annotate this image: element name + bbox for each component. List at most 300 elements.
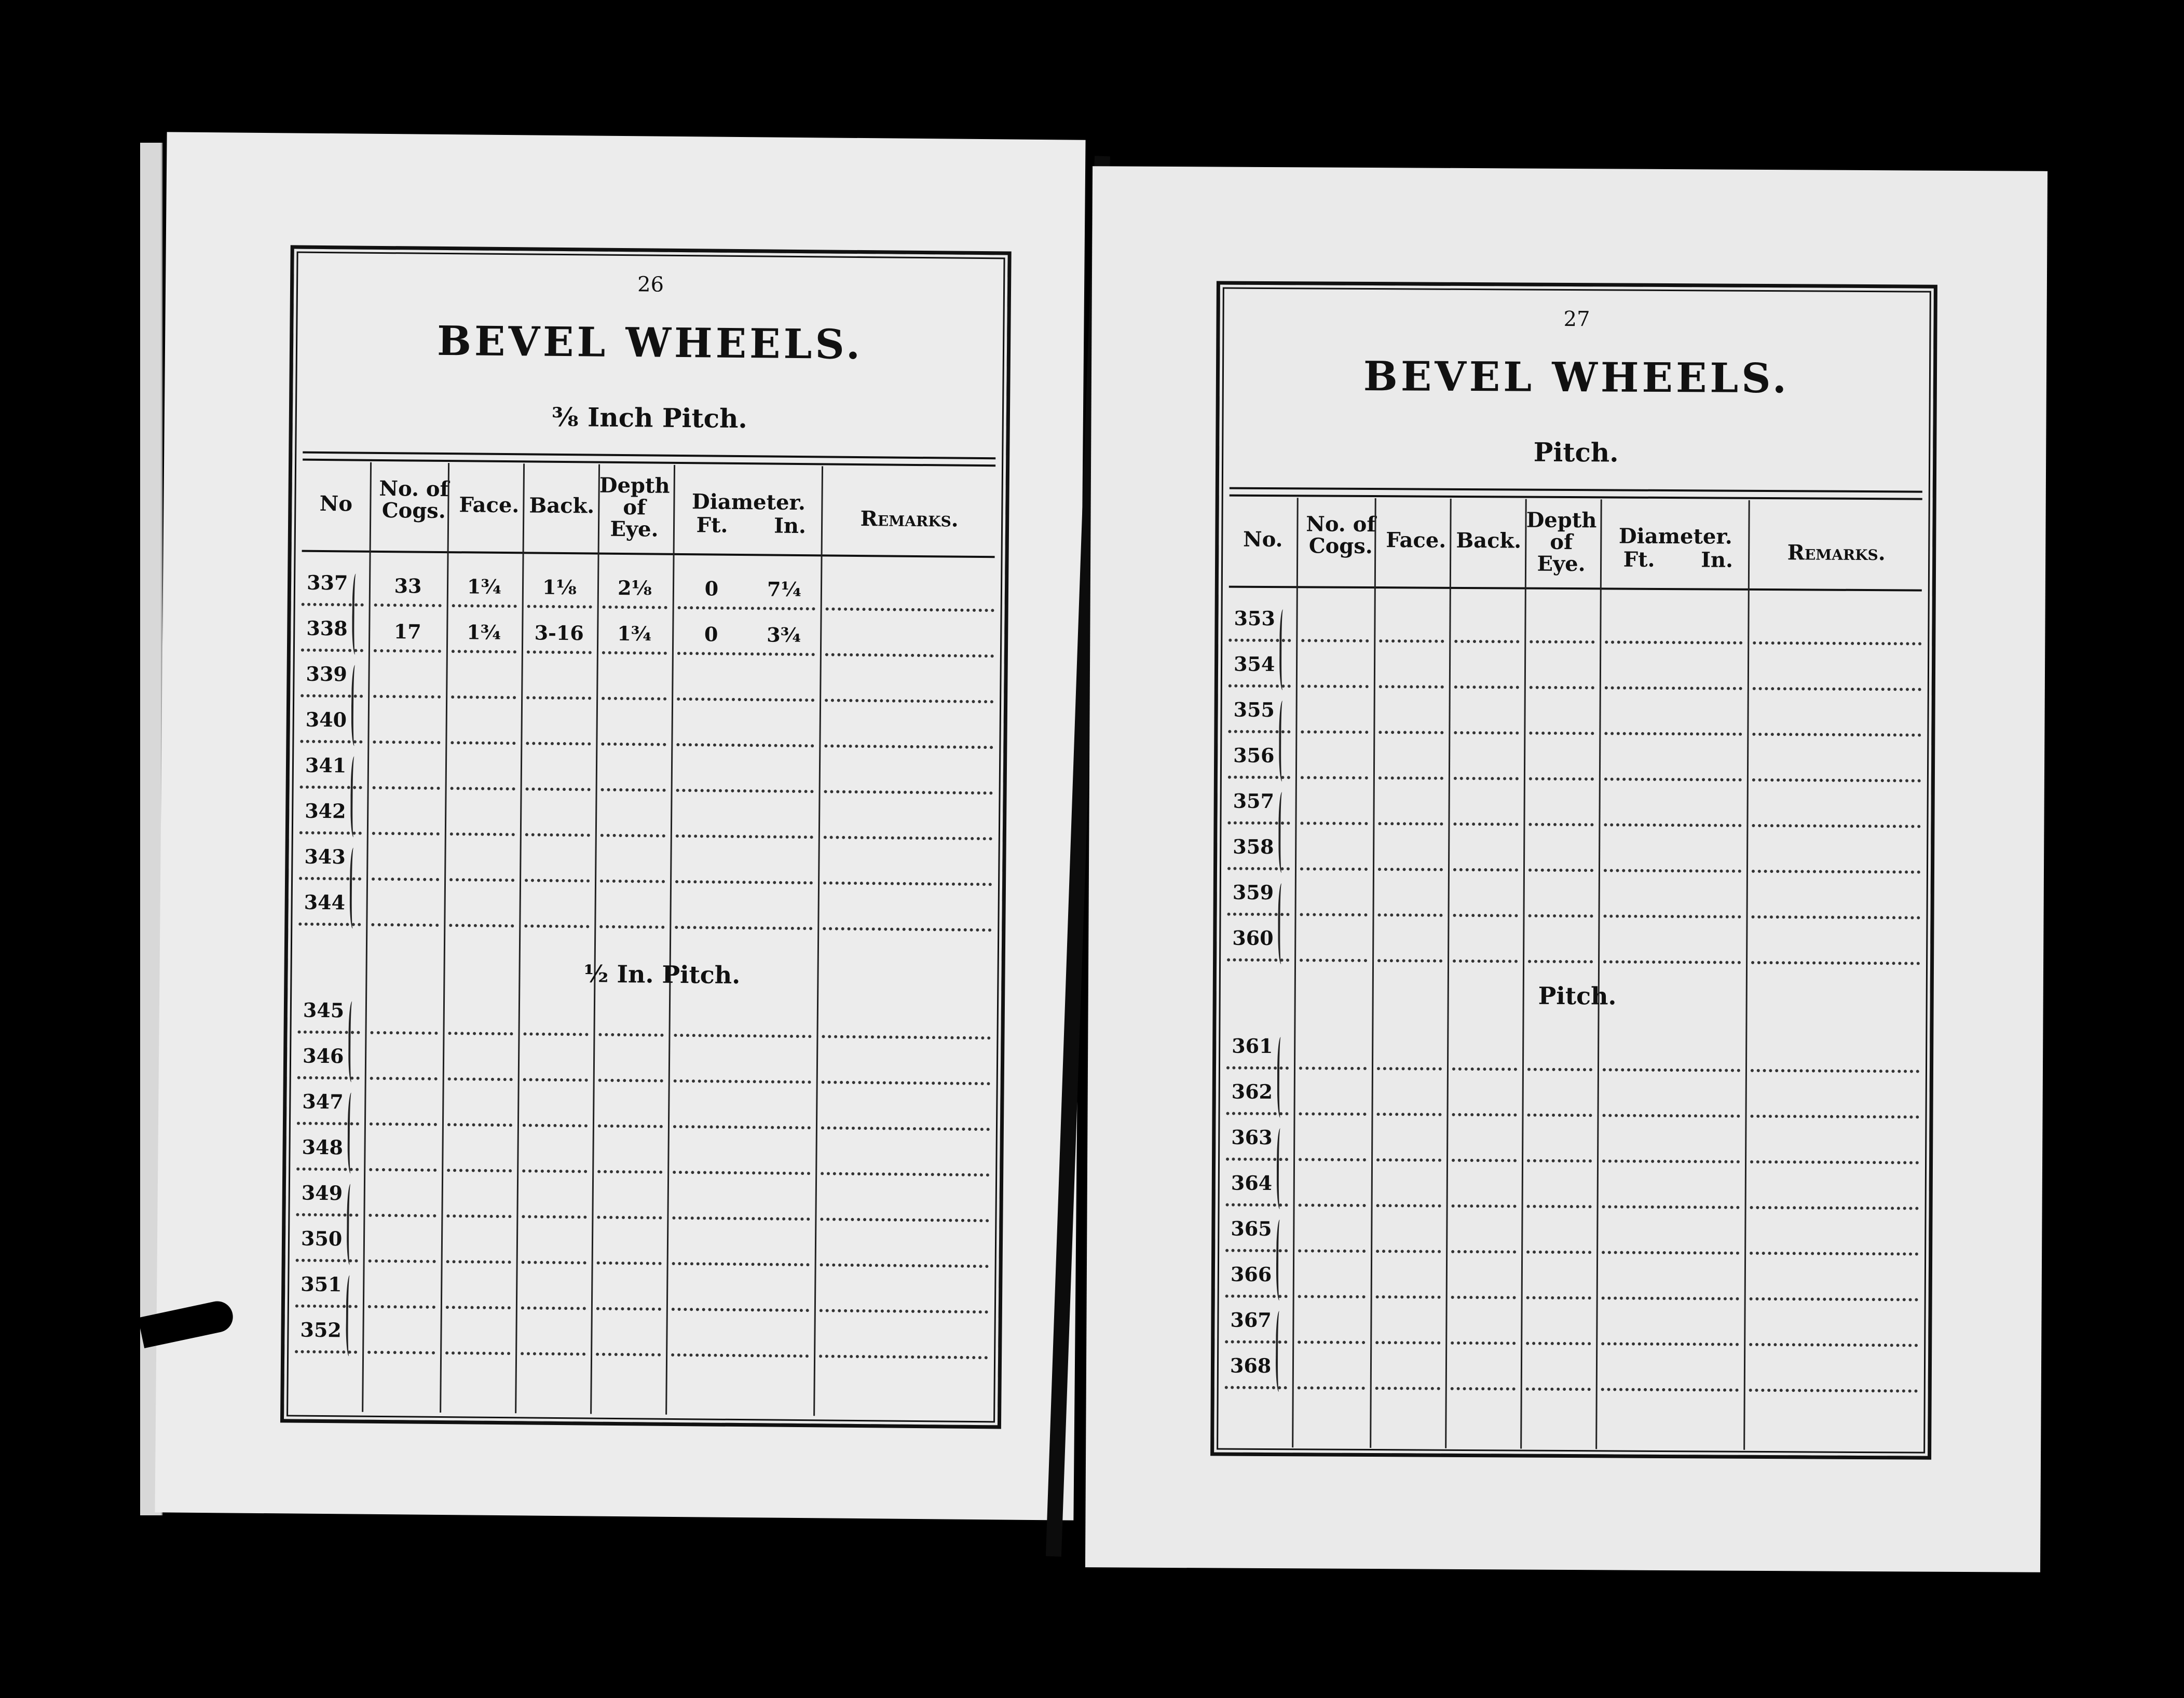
cell-depth: 2⅛ bbox=[617, 576, 652, 600]
dotted-leader bbox=[372, 878, 439, 881]
dotted-leader bbox=[369, 1168, 436, 1172]
row-number: 358 bbox=[1233, 834, 1274, 859]
dotted-leader bbox=[1301, 684, 1369, 688]
row-number: 355 bbox=[1233, 697, 1275, 722]
col-header-no: No bbox=[319, 491, 353, 516]
dotted-leader bbox=[677, 652, 815, 656]
dotted-leader bbox=[601, 788, 666, 792]
dotted-leader bbox=[301, 649, 363, 652]
dotted-leader bbox=[296, 1168, 359, 1171]
dotted-leader bbox=[1603, 1114, 1740, 1117]
col-divider bbox=[1292, 498, 1299, 1447]
col-header-remarks: Remarks. bbox=[860, 506, 959, 532]
dotted-leader bbox=[1376, 1250, 1441, 1253]
dotted-leader bbox=[1300, 913, 1368, 916]
row-number: 340 bbox=[305, 707, 347, 732]
dotted-leader bbox=[1377, 1067, 1442, 1071]
row-number: 349 bbox=[301, 1181, 343, 1205]
dotted-leader bbox=[1526, 1342, 1591, 1346]
row-number: 339 bbox=[306, 662, 348, 686]
dotted-leader bbox=[521, 1306, 586, 1310]
dotted-leader bbox=[1751, 961, 1920, 965]
dotted-leader bbox=[823, 927, 991, 932]
dotted-leader bbox=[448, 1032, 513, 1035]
col-divider bbox=[1743, 500, 1750, 1450]
dotted-leader bbox=[1451, 1341, 1516, 1345]
dotted-leader bbox=[1752, 915, 1920, 920]
dotted-leader bbox=[523, 1032, 588, 1036]
row-number: 350 bbox=[301, 1226, 343, 1251]
dotted-leader bbox=[1604, 777, 1742, 781]
col-header-in: In. bbox=[773, 513, 807, 539]
dotted-leader bbox=[600, 880, 665, 883]
row-number: 362 bbox=[1231, 1079, 1273, 1104]
page-title: BEVEL WHEELS. bbox=[1363, 352, 1790, 403]
dotted-leader bbox=[1454, 640, 1519, 643]
cell-back: 1⅛ bbox=[542, 575, 577, 599]
dotted-leader bbox=[300, 740, 362, 744]
row-pair-brace bbox=[352, 573, 361, 654]
dotted-leader bbox=[1454, 777, 1519, 780]
dotted-leader bbox=[822, 1080, 990, 1085]
row-pair-brace bbox=[1278, 883, 1287, 964]
dotted-leader bbox=[676, 834, 813, 839]
dotted-leader bbox=[1298, 1295, 1366, 1298]
mid-pitch-heading: ½ In. Pitch. bbox=[583, 960, 741, 990]
row-number: 356 bbox=[1233, 743, 1275, 768]
header-rule-top bbox=[1230, 487, 1922, 493]
dotted-leader bbox=[1451, 1296, 1516, 1299]
dotted-leader bbox=[825, 653, 994, 658]
dotted-leader bbox=[1375, 1387, 1440, 1390]
dotted-leader bbox=[1225, 1340, 1287, 1344]
dotted-leader bbox=[820, 1309, 988, 1313]
col-header-cogs: No. of Cogs. bbox=[379, 476, 449, 524]
cell-back: 3-16 bbox=[534, 621, 584, 645]
dotted-leader bbox=[299, 831, 362, 835]
dotted-leader bbox=[1528, 914, 1593, 918]
dotted-leader bbox=[1604, 732, 1742, 735]
cell-ft: 0 bbox=[704, 577, 719, 600]
col-header-remarks: Remarks. bbox=[1787, 540, 1886, 566]
dotted-leader bbox=[1299, 1158, 1366, 1161]
col-header-diameter: Diameter. bbox=[1618, 524, 1732, 549]
dotted-leader bbox=[526, 696, 591, 700]
dotted-leader bbox=[447, 1169, 512, 1172]
dotted-leader bbox=[1527, 1205, 1592, 1209]
col-header-no: No. bbox=[1243, 527, 1283, 552]
dotted-leader bbox=[300, 786, 362, 789]
dotted-leader bbox=[1377, 959, 1442, 963]
dotted-leader bbox=[820, 1217, 989, 1222]
dotted-leader bbox=[672, 1216, 810, 1221]
dotted-leader bbox=[1378, 776, 1443, 780]
dotted-leader bbox=[1750, 1115, 1919, 1119]
cell-depth: 1¾ bbox=[617, 621, 652, 646]
row-pair-brace bbox=[1279, 701, 1288, 782]
row-number: 353 bbox=[1234, 606, 1275, 631]
dotted-leader bbox=[296, 1259, 358, 1263]
dotted-leader bbox=[1602, 1159, 1740, 1163]
row-number: 357 bbox=[1233, 789, 1275, 813]
row-number: 338 bbox=[306, 616, 348, 640]
dotted-leader bbox=[1300, 867, 1368, 871]
dotted-leader bbox=[372, 832, 440, 836]
dotted-leader bbox=[450, 832, 515, 836]
row-number: 343 bbox=[304, 844, 346, 869]
header-rule-top bbox=[303, 451, 995, 460]
dotted-leader bbox=[823, 881, 992, 886]
dotted-leader bbox=[675, 926, 812, 930]
dotted-leader bbox=[1379, 639, 1444, 643]
dotted-leader bbox=[674, 1079, 811, 1084]
col-divider bbox=[1370, 498, 1376, 1448]
dotted-leader bbox=[1528, 823, 1593, 827]
dotted-leader bbox=[1526, 1251, 1591, 1254]
dotted-leader bbox=[368, 1214, 436, 1217]
dotted-leader bbox=[1601, 1342, 1739, 1346]
dotted-leader bbox=[297, 1076, 360, 1080]
dotted-leader bbox=[1752, 870, 1920, 874]
dotted-leader bbox=[1301, 730, 1368, 734]
dotted-leader bbox=[374, 649, 441, 653]
dotted-leader bbox=[449, 924, 514, 927]
dotted-leader bbox=[1226, 1203, 1288, 1207]
dotted-leader bbox=[295, 1350, 357, 1354]
dotted-leader bbox=[1454, 731, 1519, 735]
col-divider bbox=[1520, 499, 1527, 1449]
header-rule-top-2 bbox=[1230, 495, 1922, 500]
dotted-leader bbox=[297, 1122, 359, 1126]
col-header-back: Back. bbox=[1456, 528, 1522, 553]
dotted-leader bbox=[1601, 1388, 1739, 1391]
cell-face: 1¾ bbox=[467, 620, 501, 644]
dotted-leader bbox=[526, 787, 591, 791]
row-pair-brace bbox=[347, 1184, 356, 1265]
dotted-leader bbox=[824, 836, 992, 840]
dotted-leader bbox=[374, 604, 442, 607]
dotted-leader bbox=[1376, 1158, 1441, 1162]
header-rule-bottom bbox=[1229, 586, 1922, 592]
dotted-leader bbox=[1603, 960, 1741, 964]
dotted-leader bbox=[596, 1307, 661, 1311]
dotted-leader bbox=[1453, 823, 1518, 826]
dotted-leader bbox=[296, 1213, 358, 1217]
col-header-depth: Depth of Eye. bbox=[599, 473, 670, 542]
header-rule-bottom bbox=[302, 550, 995, 558]
dotted-leader bbox=[1227, 913, 1290, 916]
dotted-leader bbox=[298, 923, 361, 926]
col-header-face: Face. bbox=[459, 492, 520, 518]
dotted-leader bbox=[1750, 1160, 1919, 1165]
dotted-leader bbox=[522, 1261, 586, 1264]
dotted-leader bbox=[1375, 1341, 1440, 1345]
dotted-leader bbox=[677, 697, 814, 702]
dotted-leader bbox=[602, 697, 666, 701]
col-header-cogs: No. of Cogs. bbox=[1306, 512, 1376, 559]
header-rule-top-2 bbox=[303, 459, 995, 467]
dotted-leader bbox=[673, 1125, 811, 1129]
dotted-leader bbox=[367, 1351, 435, 1354]
dotted-leader bbox=[824, 790, 993, 795]
dotted-leader bbox=[1750, 1297, 1918, 1302]
dotted-leader bbox=[526, 742, 591, 745]
dotted-leader bbox=[302, 603, 364, 607]
dotted-leader bbox=[1300, 958, 1367, 962]
dotted-leader bbox=[527, 650, 592, 654]
dotted-leader bbox=[295, 1305, 358, 1308]
dotted-leader bbox=[1452, 1204, 1517, 1208]
dotted-leader bbox=[1301, 776, 1368, 779]
dotted-leader bbox=[672, 1262, 810, 1266]
dotted-leader bbox=[1299, 1066, 1367, 1070]
cell-cogs: 17 bbox=[393, 620, 421, 643]
dotted-leader bbox=[1605, 686, 1742, 690]
dotted-leader bbox=[1452, 1159, 1517, 1162]
dotted-leader bbox=[371, 923, 439, 927]
dotted-leader bbox=[599, 925, 664, 929]
dotted-leader bbox=[1376, 1204, 1441, 1208]
dotted-leader bbox=[368, 1305, 435, 1309]
row-number: 346 bbox=[302, 1044, 344, 1068]
row-pair-brace bbox=[1277, 1037, 1286, 1118]
pitch-heading: ⅜ Inch Pitch. bbox=[551, 401, 748, 434]
row-pair-brace bbox=[1276, 1220, 1285, 1300]
dotted-leader bbox=[370, 1122, 437, 1126]
dotted-leader bbox=[449, 878, 514, 882]
dotted-leader bbox=[1378, 868, 1443, 871]
dotted-leader bbox=[1225, 1295, 1288, 1298]
cell-in: 3¾ bbox=[766, 623, 801, 647]
dotted-leader bbox=[1530, 686, 1594, 690]
dotted-leader bbox=[1753, 687, 1921, 691]
dotted-leader bbox=[523, 1124, 588, 1127]
dotted-leader bbox=[524, 924, 589, 928]
dotted-leader bbox=[522, 1215, 586, 1218]
row-number: 345 bbox=[303, 998, 345, 1022]
row-pair-brace bbox=[347, 1092, 356, 1173]
mid-pitch-heading: Pitch. bbox=[1538, 981, 1617, 1010]
dotted-leader bbox=[1526, 1388, 1591, 1391]
dotted-leader bbox=[1749, 1343, 1918, 1347]
dotted-leader bbox=[598, 1125, 663, 1128]
dotted-leader bbox=[521, 1352, 585, 1355]
dotted-leader bbox=[602, 651, 667, 655]
dotted-leader bbox=[676, 743, 814, 747]
dotted-leader bbox=[1226, 1112, 1289, 1116]
row-number: 348 bbox=[302, 1135, 344, 1159]
dotted-leader bbox=[821, 1172, 989, 1176]
row-pair-brace bbox=[346, 1275, 354, 1356]
dotted-leader bbox=[1453, 960, 1518, 963]
dotted-leader bbox=[1226, 1158, 1288, 1161]
dotted-leader bbox=[446, 1260, 511, 1264]
dotted-leader bbox=[1605, 640, 1742, 644]
dotted-leader bbox=[1527, 1068, 1592, 1072]
dotted-leader bbox=[1528, 869, 1593, 872]
row-number: 351 bbox=[301, 1272, 342, 1296]
row-number: 341 bbox=[305, 753, 347, 777]
left-table-frame bbox=[280, 245, 1012, 1429]
dotted-leader bbox=[1225, 1249, 1288, 1253]
dotted-leader bbox=[821, 1126, 990, 1131]
dotted-leader bbox=[1376, 1295, 1441, 1299]
row-number: 366 bbox=[1230, 1262, 1272, 1286]
dotted-leader bbox=[1226, 1066, 1289, 1070]
dotted-leader bbox=[1299, 1203, 1366, 1207]
dotted-leader bbox=[1749, 1389, 1918, 1393]
dotted-leader bbox=[1228, 730, 1290, 734]
dotted-leader bbox=[1753, 641, 1921, 646]
dotted-leader bbox=[676, 789, 814, 793]
dotted-leader bbox=[597, 1216, 662, 1220]
dotted-leader bbox=[598, 1033, 663, 1037]
dotted-leader bbox=[525, 833, 590, 837]
dotted-leader bbox=[824, 744, 993, 749]
dotted-leader bbox=[672, 1308, 809, 1312]
dotted-leader bbox=[1229, 684, 1291, 688]
dotted-leader bbox=[822, 1035, 990, 1039]
col-header-diameter: Diameter. bbox=[691, 489, 806, 515]
dotted-leader bbox=[1451, 1250, 1516, 1254]
dotted-leader bbox=[1529, 777, 1594, 781]
dotted-leader bbox=[448, 1077, 513, 1081]
dotted-leader bbox=[1298, 1249, 1366, 1253]
row-pair-brace bbox=[349, 847, 358, 928]
dotted-leader bbox=[1604, 823, 1741, 827]
dotted-leader bbox=[1604, 869, 1741, 872]
row-number: 352 bbox=[300, 1318, 342, 1342]
page-number: 27 bbox=[1563, 307, 1590, 332]
col-header-back: Back. bbox=[529, 493, 595, 518]
dotted-leader bbox=[1752, 778, 1921, 783]
dotted-leader bbox=[1225, 1386, 1287, 1390]
dotted-leader bbox=[1604, 914, 1741, 918]
dotted-leader bbox=[1529, 732, 1594, 735]
dotted-leader bbox=[1452, 1113, 1517, 1117]
dotted-leader bbox=[1452, 1067, 1517, 1071]
right-page bbox=[1085, 166, 2048, 1572]
cell-cogs: 33 bbox=[394, 574, 422, 598]
dotted-leader bbox=[675, 880, 813, 884]
dotted-leader bbox=[1377, 1113, 1442, 1116]
dotted-leader bbox=[1300, 821, 1368, 825]
row-number: 359 bbox=[1232, 880, 1274, 905]
row-number: 337 bbox=[306, 570, 348, 595]
dotted-leader bbox=[1602, 1251, 1739, 1254]
row-number: 344 bbox=[304, 890, 346, 914]
dotted-leader bbox=[826, 607, 994, 612]
col-header-depth: Depth of Eye. bbox=[1526, 508, 1597, 577]
col-header-ft: Ft. bbox=[696, 513, 728, 538]
dotted-leader bbox=[1379, 685, 1444, 689]
col-divider bbox=[1445, 499, 1452, 1448]
dotted-leader bbox=[671, 1353, 809, 1358]
row-number: 363 bbox=[1231, 1125, 1273, 1149]
dotted-leader bbox=[1750, 1252, 1918, 1256]
dotted-leader bbox=[447, 1123, 512, 1127]
dotted-leader bbox=[1752, 824, 1920, 828]
dotted-leader bbox=[674, 1034, 811, 1038]
dotted-leader bbox=[678, 606, 815, 610]
row-pair-brace bbox=[348, 1001, 357, 1082]
dotted-leader bbox=[522, 1169, 587, 1173]
dotted-leader bbox=[1298, 1340, 1365, 1344]
cell-ft: 0 bbox=[704, 622, 718, 646]
col-header-ft: Ft. bbox=[1623, 547, 1655, 572]
dotted-leader bbox=[446, 1306, 511, 1309]
dotted-leader bbox=[1602, 1296, 1739, 1300]
row-number: 364 bbox=[1231, 1171, 1273, 1195]
dotted-leader bbox=[370, 1031, 438, 1035]
row-pair-brace bbox=[1279, 609, 1288, 690]
dotted-leader bbox=[299, 877, 361, 881]
page-title: BEVEL WHEELS. bbox=[436, 317, 864, 369]
dotted-leader bbox=[452, 604, 517, 608]
dotted-leader bbox=[452, 650, 516, 653]
dotted-leader bbox=[1378, 731, 1443, 734]
dotted-leader bbox=[597, 1170, 662, 1174]
row-number: 365 bbox=[1231, 1216, 1272, 1241]
dotted-leader bbox=[597, 1262, 662, 1265]
row-number: 342 bbox=[305, 799, 346, 823]
dotted-leader bbox=[1454, 686, 1519, 689]
dotted-leader bbox=[596, 1353, 661, 1357]
right-table-frame bbox=[1210, 281, 1937, 1459]
dotted-leader bbox=[1751, 1069, 1919, 1073]
dotted-leader bbox=[301, 694, 363, 698]
dotted-leader bbox=[451, 695, 516, 699]
dotted-leader bbox=[373, 741, 440, 744]
row-pair-brace bbox=[1276, 1311, 1285, 1392]
row-number: 361 bbox=[1232, 1034, 1273, 1058]
dotted-leader bbox=[1530, 640, 1594, 644]
row-number: 367 bbox=[1230, 1308, 1272, 1332]
dotted-leader bbox=[1528, 960, 1593, 964]
dotted-leader bbox=[1752, 733, 1921, 737]
dotted-leader bbox=[1227, 821, 1290, 825]
dotted-leader bbox=[1228, 776, 1290, 779]
dotted-leader bbox=[1453, 914, 1518, 918]
dotted-leader bbox=[598, 1079, 663, 1083]
dotted-leader bbox=[297, 1031, 360, 1034]
dotted-leader bbox=[1378, 822, 1443, 826]
dotted-leader bbox=[1526, 1296, 1591, 1300]
row-number: 368 bbox=[1230, 1353, 1272, 1378]
dotted-leader bbox=[373, 695, 441, 699]
dotted-leader bbox=[603, 606, 667, 609]
col-header-in: In. bbox=[1701, 547, 1733, 572]
dotted-leader bbox=[819, 1354, 988, 1359]
dotted-leader bbox=[523, 1078, 588, 1081]
dotted-leader bbox=[600, 834, 665, 838]
dotted-leader bbox=[1301, 639, 1369, 642]
row-pair-brace bbox=[350, 756, 359, 837]
dotted-leader bbox=[527, 605, 592, 608]
col-divider bbox=[1595, 499, 1602, 1449]
dotted-leader bbox=[820, 1263, 989, 1268]
dotted-leader bbox=[1299, 1112, 1367, 1116]
dotted-leader bbox=[1227, 958, 1289, 962]
dotted-leader bbox=[451, 787, 515, 790]
dotted-leader bbox=[1453, 868, 1518, 872]
dotted-leader bbox=[825, 699, 993, 703]
pitch-heading: Pitch. bbox=[1533, 436, 1619, 468]
dotted-leader bbox=[446, 1214, 511, 1218]
row-number: 347 bbox=[302, 1089, 344, 1114]
left-page bbox=[155, 132, 1085, 1520]
dotted-leader bbox=[1378, 913, 1443, 917]
